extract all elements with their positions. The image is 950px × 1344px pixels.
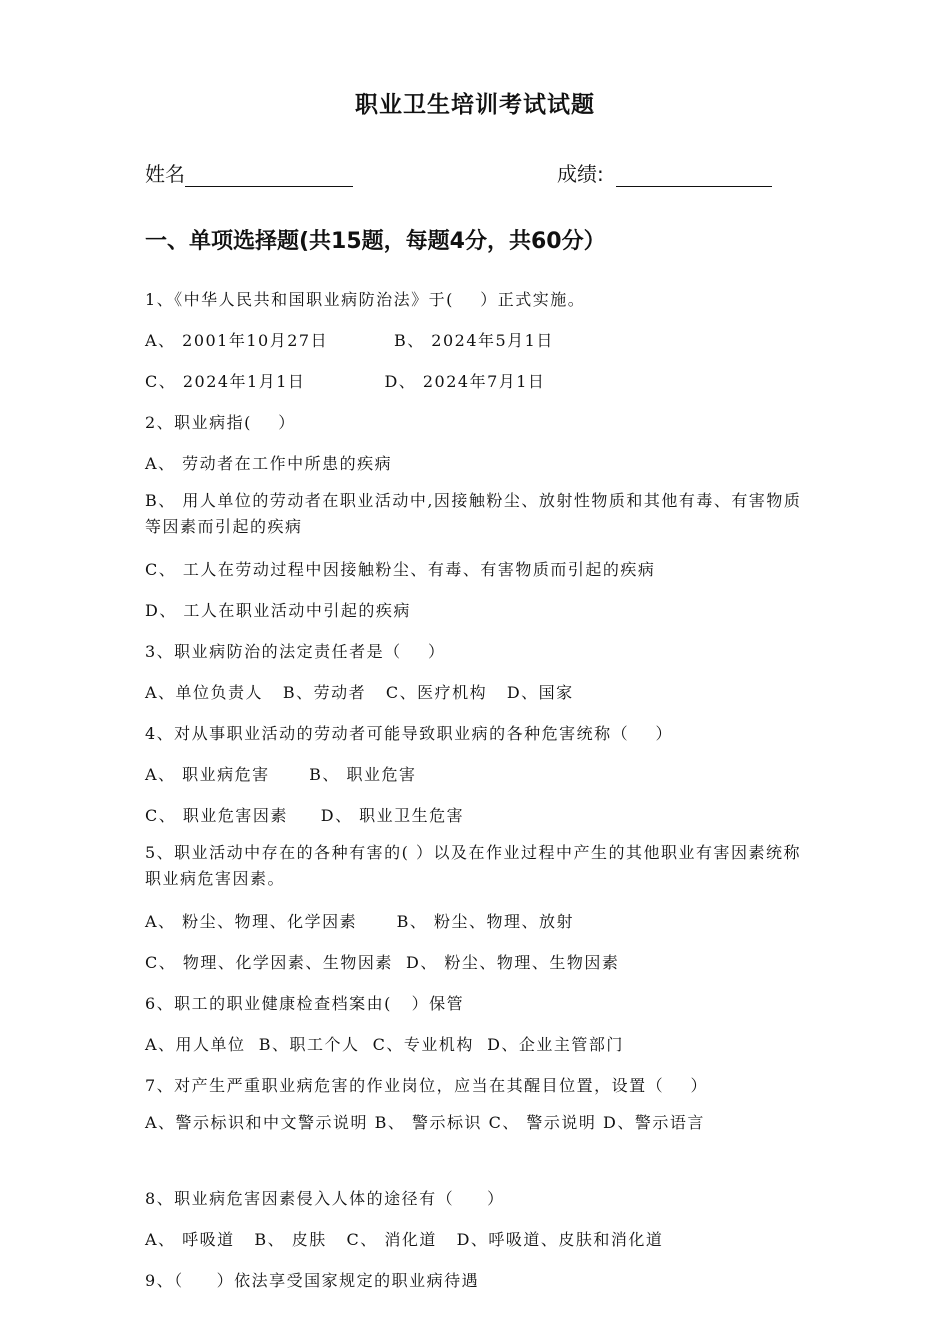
q2-option-a: A、 劳动者在工作中所患的疾病 — [145, 454, 393, 473]
question-8: 8、职业病危害因素侵入人体的途径有（ ） — [145, 1189, 505, 1208]
q2-option-d: D、 工人在职业活动中引起的疾病 — [145, 601, 411, 620]
q2-option-b: B、 用人单位的劳动者在职业活动中,因接触粉尘、放射性物质和其他有毒、有害物质等因素而引起的疾病 — [145, 491, 802, 536]
question-7: 7、对产生严重职业病危害的作业岗位，应当在其醒目位置，设置（ ） — [145, 1076, 709, 1095]
question-1: 1、《中华人民共和国职业病防治法》于( ）正式实施。 — [145, 290, 586, 309]
q1-options-ab: A、 2001年10月27日 B、 2024年5月1日 — [145, 331, 554, 350]
name-blank[interactable] — [185, 164, 353, 187]
question-2: 2、职业病指( ） — [145, 413, 296, 432]
question-9: 9、（ ）依法享受国家规定的职业病待遇 — [145, 1271, 480, 1290]
question-5: 5、职业活动中存在的各种有害的( ）以及在作业过程中产生的其他职业有害因素统称职业病危害因素。 — [145, 843, 802, 888]
q2-option-c: C、 工人在劳动过程中因接触粉尘、有毒、有害物质而引起的疾病 — [145, 560, 656, 579]
page-title: 职业卫生培训考试试题 — [355, 92, 595, 118]
q7-options: A、警示标识和中文警示说明 B、 警示标识 C、 警示说明 D、警示语言 — [145, 1113, 705, 1132]
name-label: 姓名 — [145, 162, 185, 186]
question-4: 4、对从事职业活动的劳动者可能导致职业病的各种危害统称（ ） — [145, 724, 674, 743]
q8-options: A、 呼吸道 B、 皮肤 C、 消化道 D、呼吸道、皮肤和消化道 — [145, 1230, 664, 1249]
q5-options-cd: C、 物理、化学因素、生物因素 D、 粉尘、物理、生物因素 — [145, 953, 620, 972]
name-field — [145, 158, 353, 187]
q5-options-ab: A、 粉尘、物理、化学因素 B、 粉尘、物理、放射 — [145, 912, 575, 931]
section-heading: 一、单项选择题(共15题，每题4分，共60分） — [145, 229, 606, 254]
q6-options: A、用人单位 B、职工个人 C、专业机构 D、企业主管部门 — [145, 1035, 624, 1054]
score-label: 成绩: — [557, 162, 604, 186]
q3-options: A、单位负责人 B、劳动者 C、医疗机构 D、国家 — [145, 683, 574, 702]
q1-options-cd: C、 2024年1月1日 D、 2024年7月1日 — [145, 372, 546, 391]
q4-options-ab: A、 职业病危害 B、 职业危害 — [145, 765, 417, 784]
score-field — [557, 158, 772, 187]
question-3: 3、职业病防治的法定责任者是（ ） — [145, 642, 446, 661]
q4-options-cd: C、 职业危害因素 D、 职业卫生危害 — [145, 806, 465, 825]
score-blank[interactable] — [616, 164, 772, 187]
question-6: 6、职工的职业健康检查档案由( ）保管 — [145, 994, 465, 1013]
